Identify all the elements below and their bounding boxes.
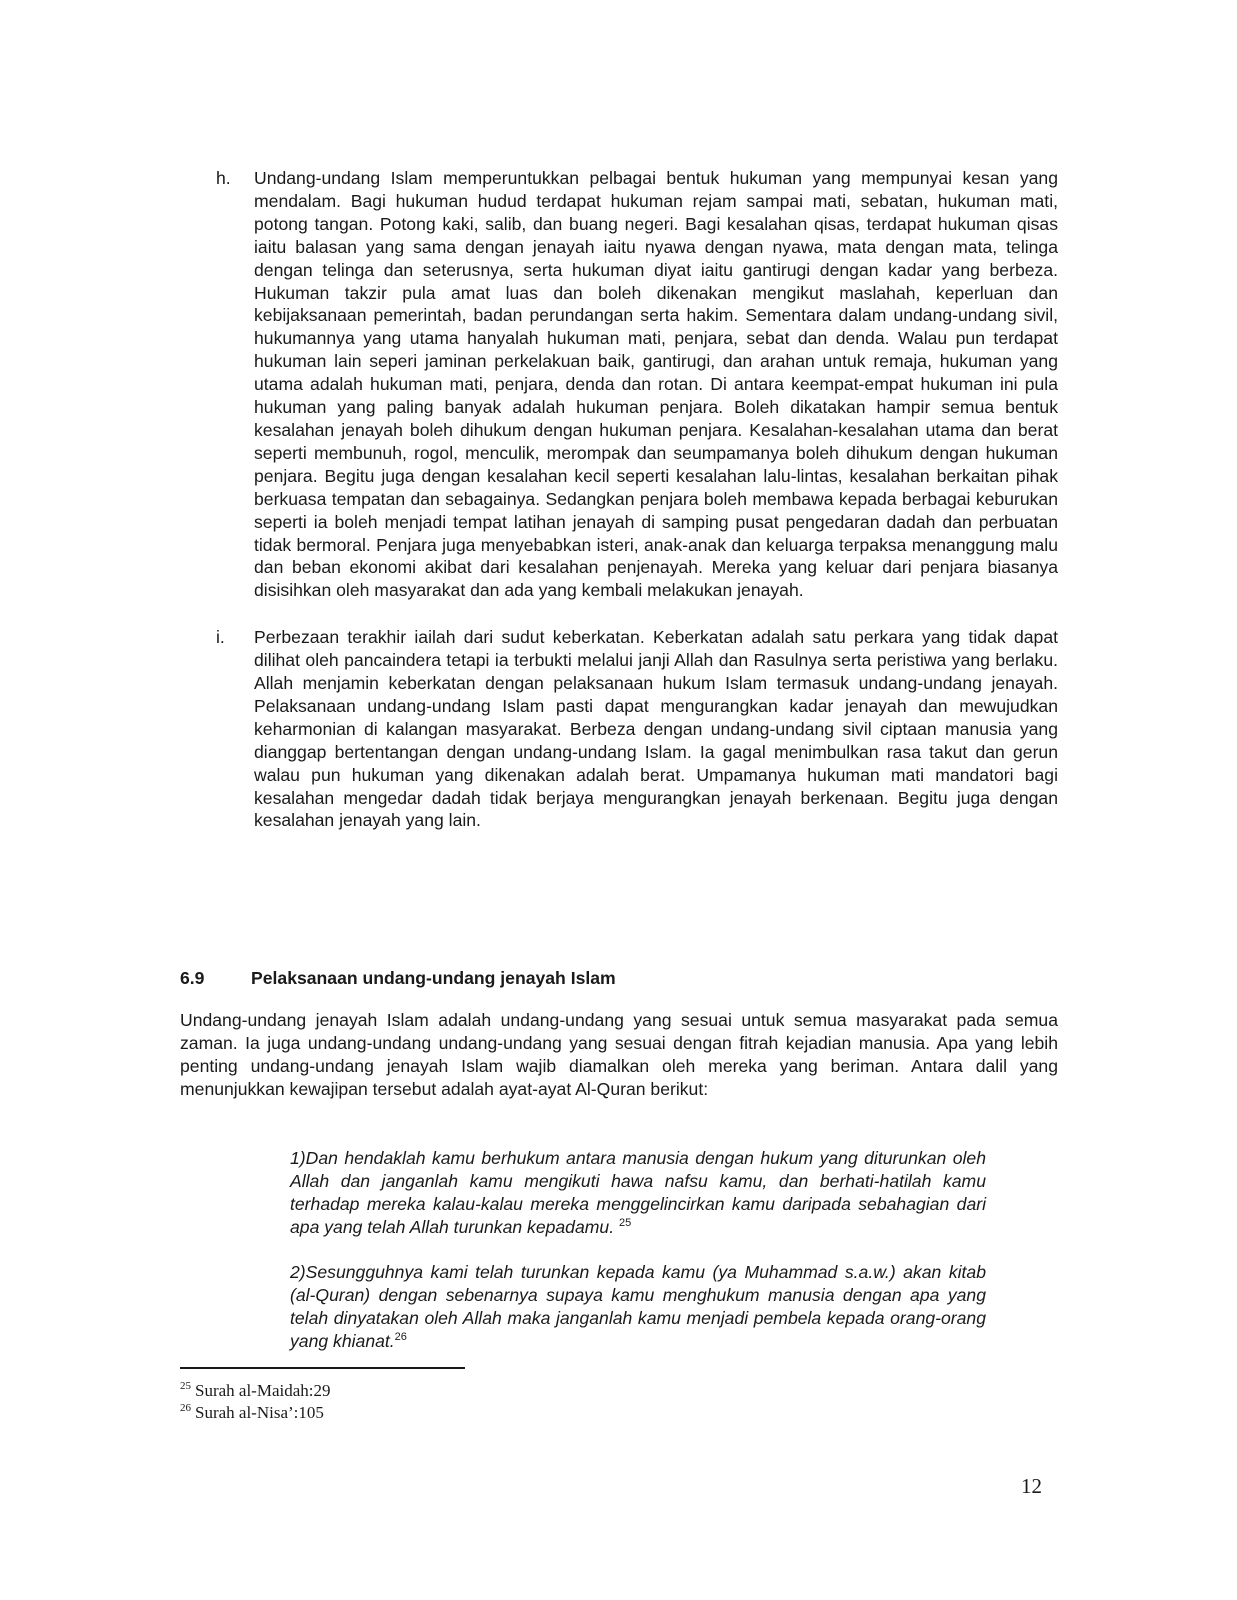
list-item-h [216, 167, 1058, 602]
footnote-number: 26 [180, 1402, 191, 1415]
page-number: 12 [1021, 1474, 1042, 1498]
list-item-text: Undang-undang Islam memperuntukkan pelbagai bentuk hukuman yang mempunyai kesan yang mendalam. Bagi hukuman hudud terdapat hukuman rejam sampai mati, sebatan, hukuman mati, potong tangan. Potong kaki, salib, dan buang negeri. Bagi kesalahan qisas, terdapat hukuman qisas iaitu balasan yang sama dengan jenayah iaitu nyawa dengan nyawa, mata dengan mata, telinga dengan telinga dan seterusnya, serta hukuman diyat iaitu gantirugi dengan kadar yang berbeza. Hukuman takzir pula amat luas dan boleh dikenakan mengikut maslahah, keperluan dan kebijaksanaan pemerintah, badan perundangan serta hakim. Sementara dalam undang-undang sivil, hukumannya yang utama hanyalah hukuman mati, penjara, sebat dan denda. Walau pun terdapat hukuman lain seperi jaminan perkelakuan baik, gantirugi, dan arahan untuk remaja, hukuman yang utama adalah hukuman mati, penjara, denda dan rotan. Di antara keempat-empat hukuman ini pula hukuman yang paling banyak adalah hukuman penjara. Boleh dikatakan hampir semua bentuk kesalahan jenayah boleh dihukum dengan hukuman penjara. Kesalahan-kesalahan utama dan berat seperti membunuh, rogol, menculik, merompak dan seumpamanya boleh dihukum dengan hukuman penjara. Begitu juga dengan kesalahan kecil seperti kesalahan lalu-lintas, kesalahan berkaitan pihak berkuasa tempatan dan sebagainya. Sedangkan penjara boleh membawa kepada berbagai keburukan seperti ia boleh menjadi tempat latihan jenayah di samping pusat pengedaran dadah dan perbuatan tidak bermoral. Penjara juga menyebabkan isteri, anak-anak dan keluarga terpaksa menanggung malu dan beban ekonomi akibat dari kesalahan penjenayah. Mereka yang keluar dari penjara biasanya disisihkan oleh masyarakat dan ada yang kembali melakukan jenayah. [254, 168, 1058, 601]
footnote-text: Surah al-Nisa’:105 [195, 1403, 324, 1422]
footnote-ref[interactable]: 26 [394, 1330, 407, 1343]
list-marker: i. [216, 627, 225, 648]
section-title: Pelaksanaan undang-undang jenayah Islam [251, 968, 616, 988]
quote-text: 1)Dan hendaklah kamu berhukum antara manusia dengan hukum yang diturunkan oleh Allah dan janganlah kamu mengikuti hawa nafsu kamu, dan berhati-hatilah kamu terhadap mereka kalau-kalau mereka menggelincirkan kamu daripada sebahagian dari apa yang telah Allah turunkan kepadamu. [290, 1148, 986, 1237]
footnote-text: Surah al-Maidah:29 [195, 1381, 331, 1400]
footnote-ref[interactable]: 25 [618, 1216, 632, 1229]
list-item-text: Perbezaan terakhir iailah dari sudut keberkatan. Keberkatan adalah satu perkara yang tidak dapat dilihat oleh pancaindera tetapi ia terbukti melalui janji Allah dan Rasulnya serta peristiwa yang berlaku. Allah menjamin keberkatan dengan pelaksanaan hukum Islam termasuk undang-undang jenayah. Pelaksanaan undang-undang Islam pasti dapat mengurangkan kadar jenayah dan mewujudkan keharmonian di kalangan masyarakat. Berbeza dengan undang-undang sivil ciptaan manusia yang dianggap bertentangan dengan undang-undang Islam. Ia gagal menimbulkan rasa takut dan gerun walau pun hukuman yang dikenakan adalah berat. Umpamanya hukuman mati mandatori bagi kesalahan mengedar dadah tidak berjaya mengurangkan jenayah berkenaan. Begitu juga dengan kesalahan jenayah yang lain. [254, 627, 1058, 831]
lettered-list [216, 167, 1058, 856]
list-marker: h. [216, 168, 231, 188]
section-intro-paragraph: Undang-undang jenayah Islam adalah undang-undang yang sesuai untuk semua masyarakat pada semua zaman. Ia juga undang-undang undang-undang yang sesuai dengan fitrah kejadian manusia. Apa yang lebih penting undang-undang jenayah Islam wajib diamalkan oleh mereka yang beriman. Antara dalil yang menunjukkan kewajipan tersebut adalah ayat-ayat Al-Quran berikut: [180, 1010, 1058, 1099]
quote-text: 2)Sesungguhnya kami telah turunkan kepada kamu (ya Muhammad s.a.w.) akan kitab (al-Quran) dengan sebenarnya supaya kamu menghukum manusia dengan apa yang telah dinyatakan oleh Allah maka janganlah kamu menjadi pembela kepada orang-orang yang khianat. [290, 1262, 986, 1351]
section-heading [180, 966, 616, 990]
quran-quote-1 [290, 1147, 986, 1239]
footnote [180, 1402, 331, 1424]
footnote-divider [180, 1367, 465, 1369]
footnotes [180, 1380, 331, 1424]
quran-quote-2 [290, 1261, 986, 1353]
section-number: 6.9 [180, 968, 205, 988]
footnote [180, 1380, 331, 1402]
footnote-number: 25 [180, 1380, 191, 1393]
list-item-i [216, 626, 1058, 832]
